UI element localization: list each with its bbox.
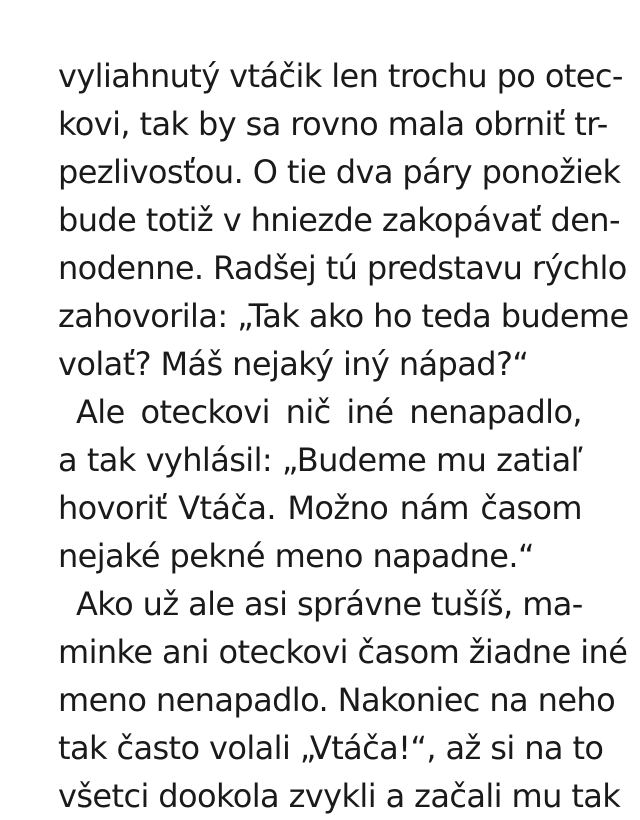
text-line: všetci dookola zvykli a začali mu tak: [58, 777, 621, 815]
text-line: kovi, tak by sa rovno mala obrniť tr-: [58, 105, 608, 143]
text-line: nejaké pekné meno napadne.“: [58, 537, 534, 575]
text-line: zahovorila: „Tak ako ho teda budeme: [58, 297, 629, 335]
text-line: hovoriť Vtáča. Možno nám časom: [58, 489, 582, 527]
text-line: pezlivosťou. O tie dva páry ponožiek: [58, 153, 621, 191]
text-line: meno nenapadlo. Nakoniec na neho: [58, 681, 616, 719]
text-line: bude totiž v hniezde zakopávať den-: [58, 201, 620, 239]
text-line: volať? Máš nejaký iný nápad?“: [58, 345, 529, 383]
text-line: minke ani oteckovi časom žiadne iné: [58, 633, 628, 671]
text-line: tak často volali „Vtáča!“, až si na to: [58, 729, 604, 767]
paragraph-first-line: Ako už ale asi správne tušíš, ma-: [76, 585, 583, 623]
text-line: nodenne. Radšej tú predstavu rýchlo: [58, 249, 627, 287]
text-line: a tak vyhlásil: „Budeme mu zatiaľ: [58, 441, 582, 479]
paragraph-first-line: Ale oteckovi nič iné nenapadlo,: [76, 393, 582, 431]
text-line: vyliahnutý vtáčik len trochu po otec-: [58, 57, 623, 95]
